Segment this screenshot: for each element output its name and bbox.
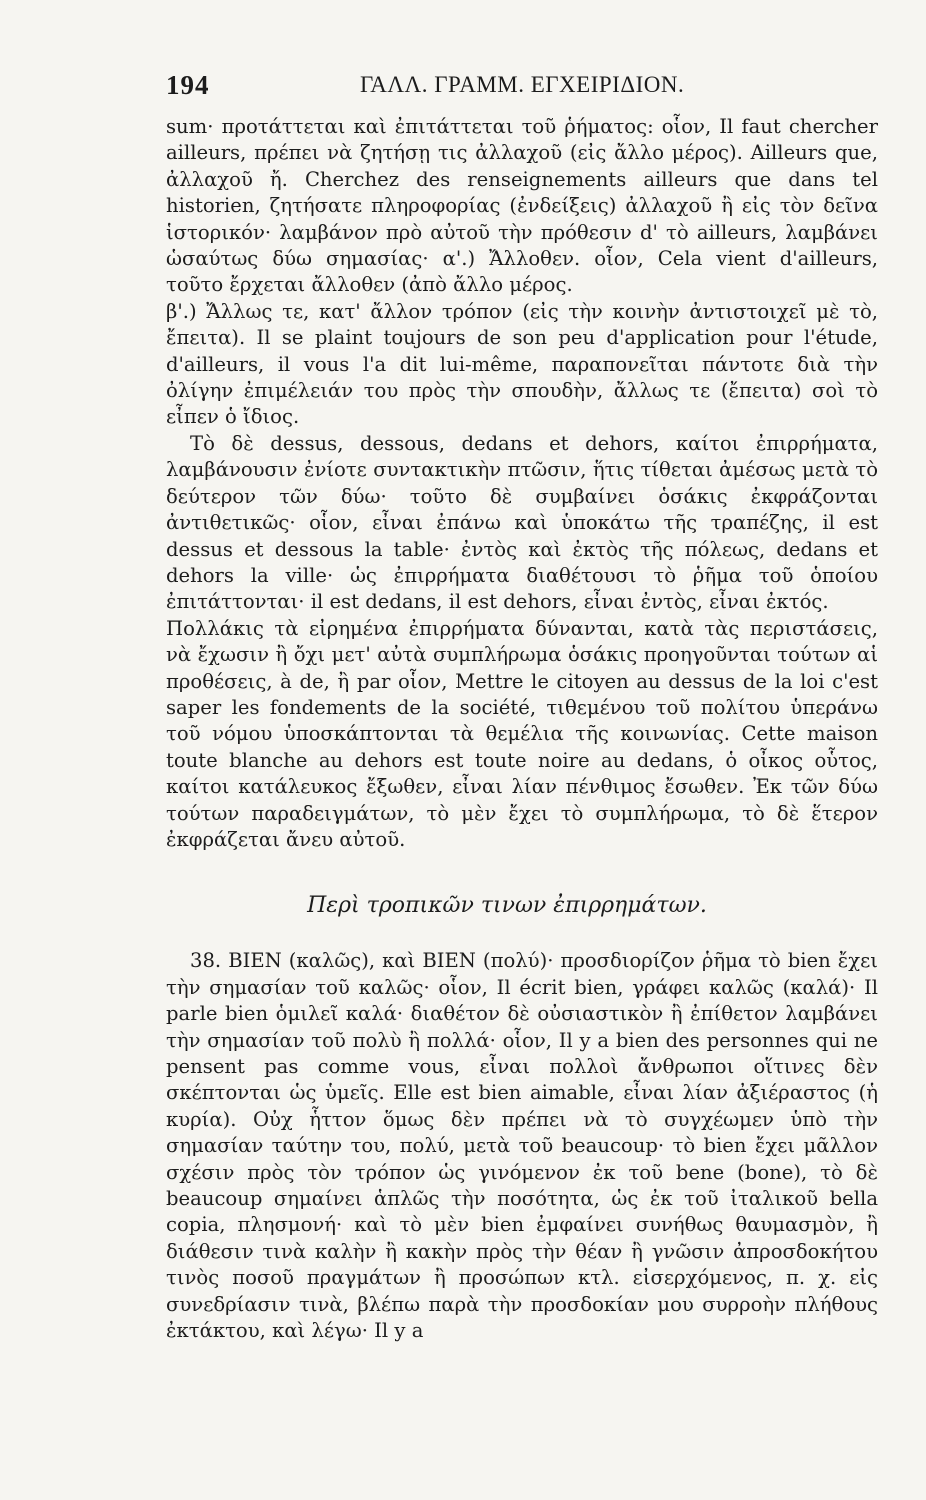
entry-bien [166,948,878,1344]
paragraph-allos-te: β'.) Ἄλλως τε, κατ' ἄλλον τρόπον (εἰς τὴν κοινὴν ἀντιστοιχεῖ μὲ τὸ, ἔπειτα). Il se plaint toujours de son peu d'application pour l'étude, d'ailleurs, il vous l'a dit lui-même, παραπονεῖται πάντοτε διὰ τὴν ὀλίγην ἐπιμέλειάν του πρὸς τὴν σπουδὴν, ἄλλως τε (ἔπειτα) σοὶ τὸ εἶπεν ὁ ἴδιος. [166,299,878,429]
page-number: 194 [166,70,210,100]
paragraph-ailleurs: sum· προτάττεται καὶ ἐπιτάττεται τοῦ ῥήματος: οἷον, Il faut chercher ailleurs, πρέπει νὰ ζητήσῃ τις ἀλλαχοῦ (εἰς ἄλλο μέρος). Ailleurs que, ἀλλαχοῦ ἤ. Cherchez des renseignements ailleurs que dans tel historien, ζητήσατε πληροφορίας (ἐνδείξεις) ἀλλαχοῦ ἢ εἰς τὸν δεῖνα ἱστορικόν· λαμβάνον πρὸ αὐτοῦ τὴν πρόθεσιν d' τὸ ailleurs, λαμβάνει ὡσαύτως δύω σημασίας· α'.) Ἄλλοθεν. οἷον, Cela vient d'ailleurs, τοῦτο ἔρχεται ἄλλοθεν (ἀπὸ ἄλλο μέρος. [166,115,878,297]
paragraph-complement: Πολλάκις τὰ εἰρημένα ἐπιρρήματα δύνανται, κατὰ τὰς περιστάσεις, νὰ ἔχωσιν ἢ ὄχι μετ' αὐτὰ συμπλήρωμα ὁσάκις προηγοῦνται τούτων αἱ προθέσεις, à de, ἢ par οἷον, Mettre le citoyen au dessus de la loi c'est saper les fondements de la société, τιθεμένου τοῦ πολίτου ὑπεράνω τοῦ νόμου ὑποσκάπτονται τὰ θεμέλια τῆς κοινωνίας. Cette maison toute blanche au dehors est toute noire au dedans, ὁ οἶκος οὗτος, καίτοι κατάλευκος ἔξωθεν, εἶναι λίαν πένθιμος ἔσωθεν. Ἐκ τῶν δύω τούτων παραδειγμάτων, τὸ μὲν ἔχει τὸ συμπλήρωμα, τὸ δὲ ἕτερον ἐκφράζεται ἄνευ αὐτοῦ. [166,616,878,851]
entry-text: BIEN (καλῶς), καὶ BIEN (πολύ)· προσδιορίζον ῥῆμα τὸ bien ἔχει τὴν σημασίαν τοῦ καλῶς· οἷον, Il écrit bien, γράφει καλῶς (καλά)· Il parle bien ὁμιλεῖ καλά· διαθέτον δὲ οὐσιαστικὸν ἢ ἐπίθετον λαμβάνει τὴν σημασίαν τοῦ πολὺ ἢ πολλά· οἷον, Il y a bien des personnes qui ne pensent pas comme vous, εἶναι πολλοὶ ἄνθρωποι οἵτινες δὲν σκέπτονται ὡς ὑμεῖς. Elle est bien aimable, εἶναι λίαν ἀξιέραστος (ἡ κυρία). Οὐχ ἧττον ὅμως δὲν πρέπει νὰ τὸ συγχέωμεν ὑπὸ τὴν σημασίαν ταύτην του, πολύ, μετὰ τοῦ beaucoup· τὸ bien ἔχει μᾶλλον σχέσιν πρὸς τὸν τρόπον ὡς γινόμενον ἐκ τοῦ bene (bone), τὸ δὲ beaucoup σημαίνει ἁπλῶς τὴν ποσότητα, ὡς ἐκ τοῦ ἰταλικοῦ bella copia, πλησμονή· καὶ τὸ μὲν bien ἐμφαίνει συνήθως θαυμασμὸν, ἢ διάθεσιν τινὰ καλὴν ἢ κακὴν πρὸς τὴν θέαν ἢ γνῶσιν ἀπροσδοκήτου τινὸς ποσοῦ πραγμάτων ἢ προσώπων κτλ. εἰσερχόμενος, π. χ. εἰς συνεδρίασιν τινὰ, βλέπω παρὰ τὴν προσδοκίαν μου συρροὴν πλήθους ἐκτάκτου, καὶ λέγω· Il y a [166,949,878,1343]
entry-number: 38. [190,949,222,973]
paragraph-dessus-dessous: Τὸ δὲ dessus, dessous, dedans et dehors, καίτοι ἐπιρρήματα, λαμβάνουσιν ἐνίοτε συντακτικὴν πτῶσιν, ἥτις τίθεται ἀμέσως μετὰ τὸ δεύτερον τῶν δύω· τοῦτο δὲ συμβαίνει ὁσάκις ἐκφράζονται ἀντιθετικῶς· οἷον, εἶναι ἐπάνω καὶ ὑποκάτω τῆς τραπέζης, il est dessus et dessous la table· ἐντὸς καὶ ἐκτὸς τῆς πόλεως, dedans et dehors la ville· ὡς ἐπιρρήματα διαθέτουσι τὸ ῥῆμα τοῦ ὁποίου ἐπιτάττονται· il est dedans, il est dehors, εἶναι ἐντὸς, εἶναι ἐκτός. [166,431,878,614]
section-heading: Περὶ τροπικῶν τινων ἐπιρρημάτων. [307,893,707,919]
running-head [166,70,878,114]
running-title: ΓΑΛΛ. ΓΡΑΜΜ. ΕΓΧΕΙΡΙΔΙΟΝ. [360,72,685,97]
book-page [166,70,878,1344]
